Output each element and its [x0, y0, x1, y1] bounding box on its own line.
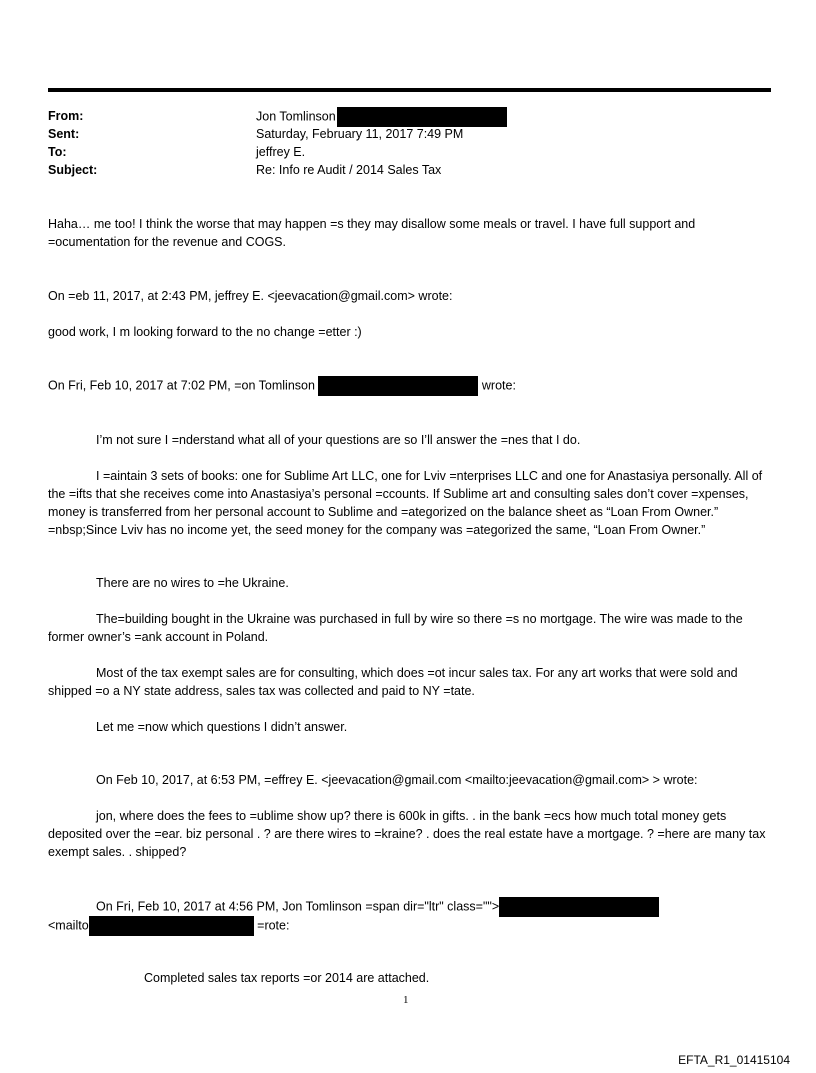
header-divider [48, 88, 771, 92]
quoted-header-continued [48, 916, 289, 936]
quoted-header [48, 376, 768, 396]
body-paragraph: There are no wires to =he Ukraine. [96, 576, 289, 590]
body-paragraph: Let me =now which questions I didn’t answer. [96, 720, 348, 734]
quoted-header-text: =rote: [257, 918, 290, 933]
quoted-header-text: On Fri, Feb 10, 2017 at 7:02 PM, =on Tomlinson [48, 378, 315, 393]
page-number: 1 [403, 994, 409, 1006]
sent-label: Sent: [48, 127, 80, 141]
body-paragraph: jon, where does the fees to =ublime show up? there is 600k in gifts. . in the bank =ecs how much total money gets deposited over the =ear. biz personal . ? are there wires to =kraine? . does the real estate have a mortgage. ? =here are many tax exempt sales. . shipped? [48, 809, 766, 859]
body-paragraph: Most of the tax exempt sales are for consulting, which does =ot incur sales tax. For any art works that were sold and shipped =o a NY state address, sales tax was collected and paid to NY =tate. [48, 666, 738, 698]
subject-label: Subject: [48, 163, 98, 177]
body-paragraph: I =aintain 3 sets of books: one for Sublime Art LLC, one for Lviv =nterprises LLC and one for Anastasiya personally. All of the =ifts that she receives come into Anastasiya’s personal =ccounts. If Sublime art and consulting sales don’t cover =xpenses, money is transferred from her personal account to Sublime and =ategorized on the balance sheet as “Loan From Owner.” =nbsp;Since Lviv has no income yet, the seed money for the company was =ategorized the same, “Loan From Owner.” [48, 469, 763, 537]
to-label: To: [48, 145, 67, 159]
from-value [256, 107, 507, 127]
quoted-header-text: <mailto [48, 918, 89, 933]
redaction-box [337, 107, 507, 127]
quoted-header-text: On Fri, Feb 10, 2017 at 4:56 PM, Jon Tomlinson =span dir="ltr" class=""> [96, 899, 500, 914]
from-label: From: [48, 109, 84, 123]
quoted-header [96, 897, 659, 917]
subject-value: Re: Info re Audit / 2014 Sales Tax [256, 163, 442, 177]
to-value: jeffrey E. [256, 145, 306, 159]
redaction-box [499, 897, 659, 917]
quoted-header: On =eb 11, 2017, at 2:43 PM, jeffrey E. <jeevacation@gmail.com> wrote: [48, 289, 453, 303]
redaction-box [318, 376, 478, 396]
sent-value: Saturday, February 11, 2017 7:49 PM [256, 127, 464, 141]
body-paragraph: Completed sales tax reports =or 2014 are attached. [144, 971, 430, 985]
body-paragraph: good work, I m looking forward to the no change =etter :) [48, 325, 362, 339]
redaction-box [89, 916, 254, 936]
body-paragraph: Haha… me too! I think the worse that may happen =s they may disallow some meals or travel. I have full support and =ocumentation for the revenue and COGS. [48, 217, 696, 249]
from-name: Jon Tomlinson [256, 109, 336, 124]
body-paragraph: I’m not sure I =nderstand what all of your questions are so I’ll answer the =nes that I do. [96, 433, 581, 447]
quoted-header: On Feb 10, 2017, at 6:53 PM, =effrey E. <jeevacation@gmail.com <mailto:jeevacation@gmail.com> > wrote: [96, 773, 698, 787]
quoted-header-text: wrote: [481, 378, 516, 393]
body-paragraph: The=building bought in the Ukraine was purchased in full by wire so there =s no mortgage. The wire was made to the former owner’s =ank account in Poland. [48, 612, 743, 644]
bates-number: EFTA_R1_01415104 [678, 1053, 790, 1067]
